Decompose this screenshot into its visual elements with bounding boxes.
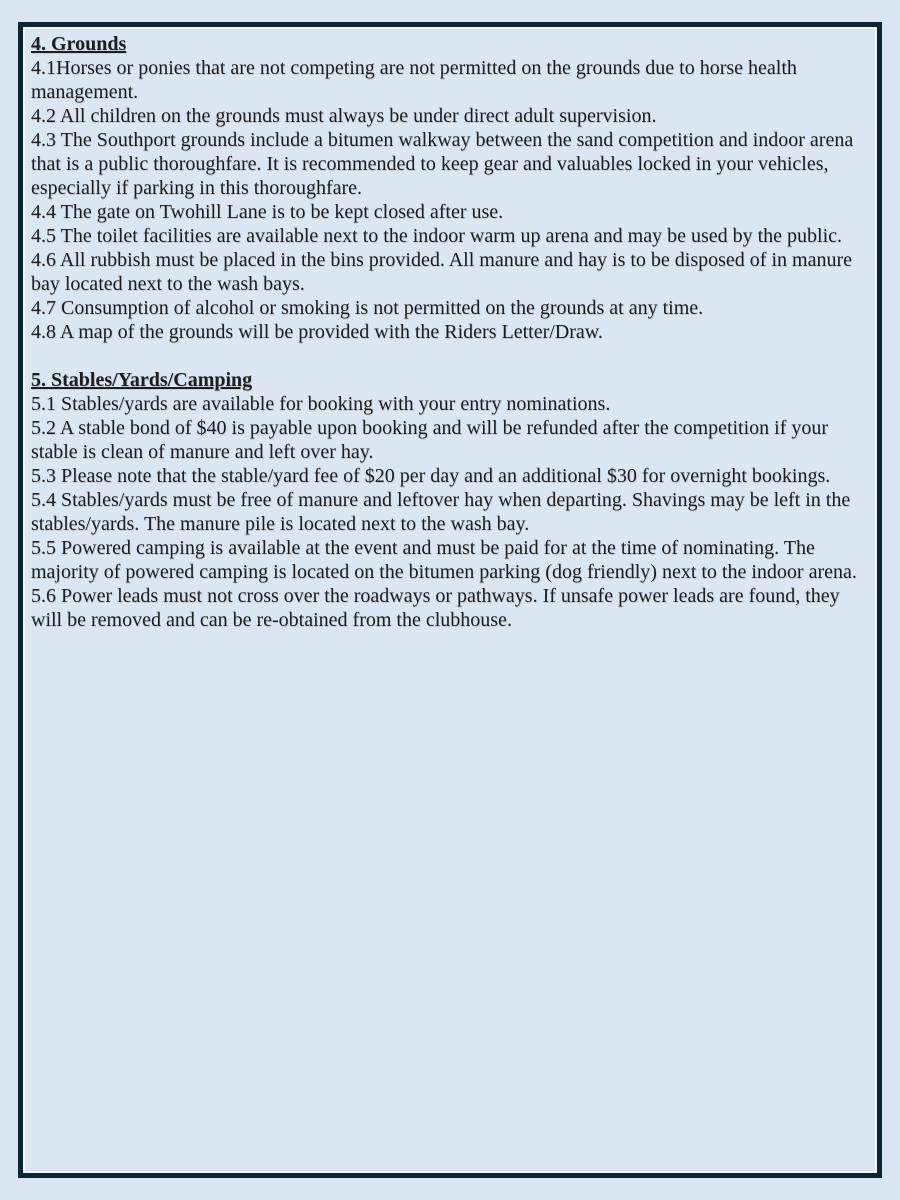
rule-item: 4.7 Consumption of alcohol or smoking is not permitted on the grounds at any time. [31,297,704,319]
rule-item: 5.1 Stables/yards are available for booking with your entry nominations. [31,393,611,415]
section-heading: 4. Grounds [31,33,127,55]
section-grounds [31,32,869,344]
section-stables-yards-camping [31,368,869,632]
rule-item: 4.2 All children on the grounds must always be under direct adult supervision. [31,105,657,127]
section-heading: 5. Stables/Yards/Camping [31,369,253,391]
rule-item: 5.4 Stables/yards must be free of manure and leftover hay when departing. Shavings may be left in the stables/yards. The manure pile is located next to the wash bay. [31,489,851,535]
rules-document [25,29,875,635]
rule-item: 4.4 The gate on Twohill Lane is to be kept closed after use. [31,201,504,223]
rule-item: 4.3 The Southport grounds include a bitumen walkway between the sand competition and indoor arena that is a public thoroughfare. It is recommended to keep gear and valuables locked in your vehicles, especially if parking in this thoroughfare. [31,129,854,199]
rule-item: 4.1Horses or ponies that are not competing are not permitted on the grounds due to horse health management. [31,57,797,103]
rule-item: 5.6 Power leads must not cross over the roadways or pathways. If unsafe power leads are found, they will be removed and can be re-obtained from the clubhouse. [31,585,840,631]
page-border [18,22,882,1178]
page-inner-border [23,27,877,1173]
rule-item: 4.8 A map of the grounds will be provided with the Riders Letter/Draw. [31,321,603,343]
rule-item: 5.5 Powered camping is available at the event and must be paid for at the time of nominating. The majority of powered camping is located on the bitumen parking (dog friendly) next to the indoor arena. [31,537,857,583]
rule-item: 5.2 A stable bond of $40 is payable upon booking and will be refunded after the competition if your stable is clean of manure and left over hay. [31,417,829,463]
rule-item: 5.3 Please note that the stable/yard fee of $20 per day and an additional $30 for overnight bookings. [31,465,831,487]
rule-item: 4.5 The toilet facilities are available next to the indoor warm up arena and may be used by the public. [31,225,843,247]
rule-item: 4.6 All rubbish must be placed in the bins provided. All manure and hay is to be disposed of in manure bay located next to the wash bays. [31,249,852,295]
